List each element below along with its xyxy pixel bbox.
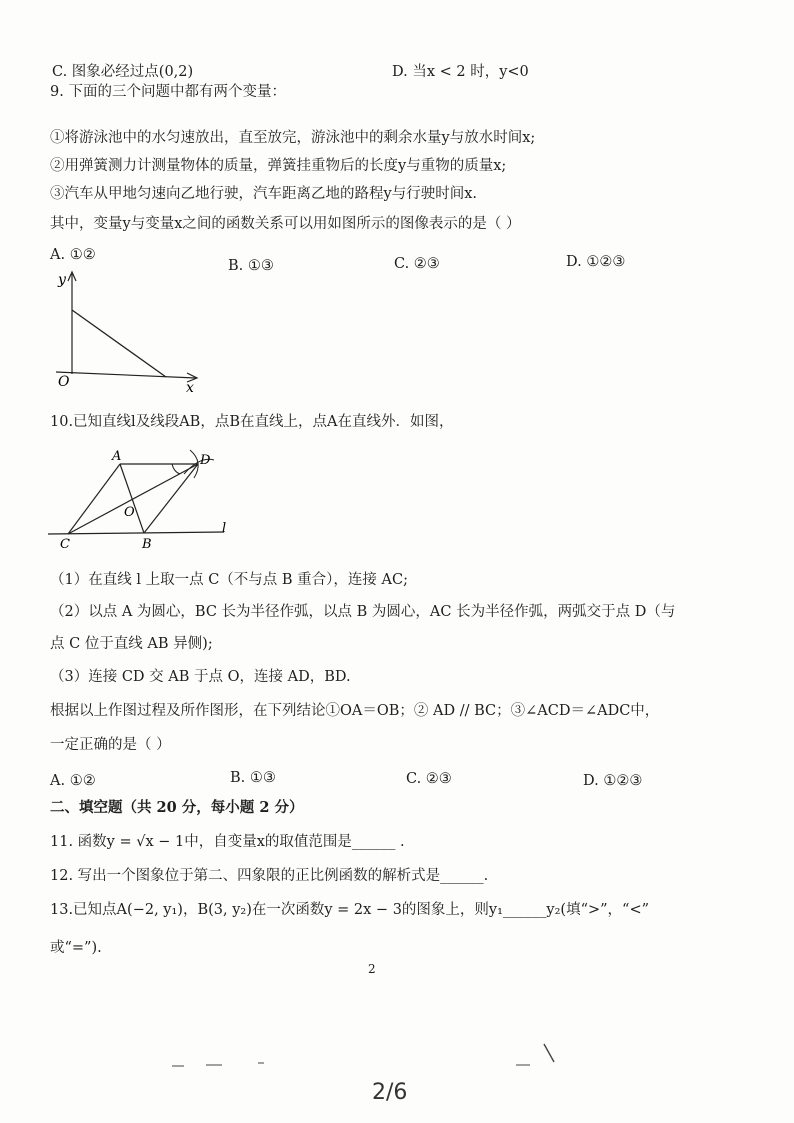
scan-mark xyxy=(516,1064,530,1066)
angle-mark xyxy=(172,464,180,474)
point-c-label: C xyxy=(60,537,70,552)
q10-step-3: （3）连接 CD 交 AB 于点 O，连接 AD，BD. xyxy=(50,669,351,685)
q10-option-d: D. ①②③ xyxy=(583,773,643,789)
q9-function-graph xyxy=(48,268,208,396)
segment-bd xyxy=(144,464,198,533)
q10-construction-figure xyxy=(44,444,244,554)
q10-option-c: C. ②③ xyxy=(406,771,452,787)
origin-label: O xyxy=(58,374,70,390)
scan-mark xyxy=(206,1064,222,1066)
q10-conclusion: 根据以上作图过程及所作图形，在下列结论①OA＝OB；② AD // BC；③∠ACD＝∠ADC中， xyxy=(50,703,660,719)
q10-step-1: （1）在直线 l 上取一点 C（不与点 B 重合），连接 AC; xyxy=(50,572,408,588)
q10-option-b: B. ①③ xyxy=(230,770,276,786)
q8-option-d: D. 当x < 2 时，y<0 xyxy=(392,64,529,80)
q9-question: 其中，变量y与变量x之间的函数关系可以用如图所示的图像表示的是（ ） xyxy=(50,216,521,232)
q9-item-1: ①将游泳池中的水匀速放出，直至放完，游泳池中的剩余水量y与放水时间x; xyxy=(50,130,536,146)
point-b-label: B xyxy=(142,537,152,552)
segment-ab xyxy=(120,464,144,533)
q9-option-b: B. ①③ xyxy=(228,258,274,274)
section-2-title: 二、填空题（共 20 分，每小题 2 分） xyxy=(50,799,304,816)
q9-item-3: ③汽车从甲地匀速向乙地行驶，汽车距离乙地的路程y与行驶时间x. xyxy=(50,186,477,202)
line-l xyxy=(48,532,224,534)
x-axis-label: x xyxy=(186,380,194,396)
y-axis-label: y xyxy=(58,272,66,288)
q12-text: 12. 写出一个图象位于第二、四象限的正比例函数的解析式是______. xyxy=(50,868,489,884)
q9-option-a: A. ①② xyxy=(50,247,96,263)
scan-mark xyxy=(172,1065,184,1067)
line-l-label: l xyxy=(222,521,227,536)
q10-step-2b: 点 C 位于直线 AB 异侧); xyxy=(50,636,213,652)
x-axis xyxy=(56,372,196,378)
point-o-label: O xyxy=(124,505,135,520)
q10-question: 一定正确的是（ ） xyxy=(50,737,171,753)
q10-stem: 10.已知直线l及线段AB，点B在直线上，点A在直线外．如图， xyxy=(50,414,454,430)
q9-option-d: D. ①②③ xyxy=(566,254,626,270)
q8-option-c: C. 图象必经过点(0,2) xyxy=(52,64,194,80)
segment-cd xyxy=(68,464,198,534)
page-indicator: 2/6 xyxy=(372,1080,408,1105)
page-number-small: 2 xyxy=(368,962,376,976)
point-d-label: D xyxy=(200,453,211,468)
scan-mark xyxy=(540,1042,560,1066)
q9-option-c: C. ②③ xyxy=(394,256,440,272)
q9-stem: 9. 下面的三个问题中都有两个变量： xyxy=(50,84,286,100)
scan-mark xyxy=(258,1062,264,1064)
q13-line-2: 或“=”). xyxy=(50,940,102,956)
function-line xyxy=(72,310,166,377)
q10-option-a: A. ①② xyxy=(50,773,96,789)
q13-line-1: 13.已知点A(−2, y₁)，B(3, y₂)在一次函数y = 2x − 3的图象上，则y₁______y₂(填“>”，“<” xyxy=(50,902,650,918)
q10-step-2a: （2）以点 A 为圆心，BC 长为半径作弧，以点 B 为圆心，AC 长为半径作弧，两弧交于点 D（与 xyxy=(50,604,676,620)
point-a-label: A xyxy=(112,449,122,464)
segment-ac xyxy=(68,464,120,534)
q11-text: 11. 函数y = √x − 1中，自变量x的取值范围是______ . xyxy=(50,834,405,850)
q9-item-2: ②用弹簧测力计测量物体的质量，弹簧挂重物后的长度y与重物的质量x; xyxy=(50,158,507,174)
